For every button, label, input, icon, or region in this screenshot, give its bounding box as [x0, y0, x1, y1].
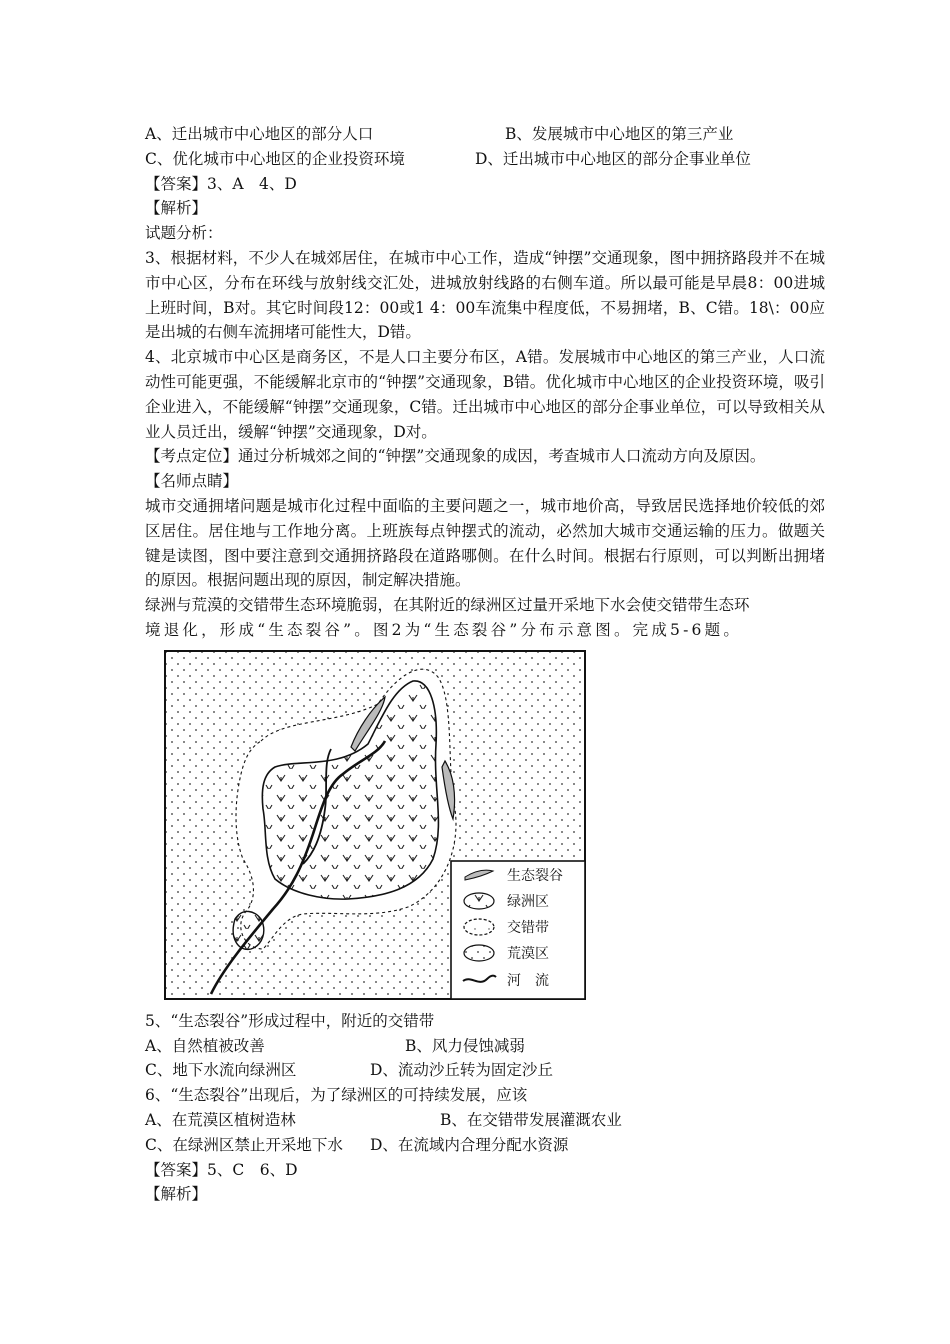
q4-option-d: D、迁出城市中心地区的部分企事业单位 — [475, 149, 751, 168]
q4-options-row-1 — [145, 122, 825, 147]
q5-option-b: B、风力侵蚀减弱 — [405, 1036, 525, 1055]
analysis-subtitle: 试题分析： — [145, 224, 223, 243]
mingshi-text: 城市交通拥堵问题是城市化过程中面临的主要问题之一，城市地价高，导致居民选择地价较低的郊区居住。居住地与工作地分离。上班族每点钟摆式的流动，必然加大城市交通运输的压力。做题关键是读图，图中要注意到交通拥挤路段在道路哪侧。在什么时间。根据右行原则，可以判断出拥堵的原因。根据问题出现的原因，制定解决措施。 — [145, 496, 825, 590]
q5-stem: 5、“生态裂谷”形成过程中，附近的交错带 — [145, 1011, 435, 1030]
analysis-q3: 3、根据材料，不少人在城郊居住，在城市中心工作，造成“钟摆”交通现象，图中拥挤路段并不在城市中心区，分布在环线与放射线交汇处，进城放射线路的右侧车道。所以最可能是早晨8：00进城上班时间，B对。其它时间段12：00或1 4：00车流集中程度低，不易拥堵，B、C错。18\：00应是出城的右侧车流拥堵可能性大，D错。 — [145, 248, 825, 342]
kaodian-dingwei: 【考点定位】通过分析城郊之间的“钟摆”交通现象的成因，考查城市人口流动方向及原因。 — [145, 447, 766, 466]
legend-river-label: 河 流 — [507, 972, 549, 989]
legend-rift-label: 生态裂谷 — [507, 867, 563, 884]
analysis-label-2: 【解析】 — [145, 1185, 208, 1204]
legend-oasis-label: 绿洲区 — [507, 893, 549, 910]
legend-ecotone-label: 交错带 — [507, 919, 549, 936]
q6-options-row-2 — [145, 1133, 825, 1158]
q6-option-a: A、在荒漠区植树造林 — [145, 1110, 296, 1129]
analysis-label-1: 【解析】 — [145, 199, 208, 218]
ecological-rift-map — [163, 649, 587, 1001]
q5-option-c: C、地下水流向绿洲区 — [145, 1061, 297, 1080]
q4-option-c: C、优化城市中心地区的企业投资环境 — [145, 149, 405, 168]
intro-line-2: 境退化，形成“生态裂谷”。图2为“生态裂谷”分布示意图。完成5-6题。 — [145, 620, 743, 639]
q4-option-a: A、迁出城市中心地区的部分人口 — [145, 125, 374, 143]
legend-oasis-icon — [464, 893, 494, 909]
q6-option-b: B、在交错带发展灌溉农业 — [440, 1110, 622, 1129]
analysis-q4: 4、北京城市中心区是商务区，不是人口主要分布区，A错。发展城市中心地区的第三产业，人口流动性可能更强，不能缓解北京市的“钟摆”交通现象，B错。优化城市中心地区的企业投资环境，吸引企业进入，不能缓解“钟摆”交通现象，C错。迁出城市中心地区的部分企事业单位，可以导致相关从业人员迁出，缓解“钟摆”交通现象，D对。 — [145, 348, 825, 441]
legend-desert-label: 荒漠区 — [507, 945, 549, 962]
q4-options-row-2 — [145, 147, 825, 172]
q6-option-d: D、在流域内合理分配水资源 — [370, 1135, 569, 1154]
answer-5-6: 【答案】5、C 6、D — [145, 1160, 298, 1179]
mingshi-label: 【名师点睛】 — [145, 472, 239, 491]
q5-options-row-1 — [145, 1034, 825, 1059]
oasis-small — [233, 911, 264, 949]
q6-stem: 6、“生态裂谷”出现后，为了绿洲区的可持续发展，应该 — [145, 1086, 528, 1105]
document-page — [145, 122, 825, 1207]
legend-ecotone-icon — [464, 919, 494, 935]
intro-line-1: 绿洲与荒漠的交错带生态环境脆弱，在其附近的绿洲区过量开采地下水会使交错带生态环 — [145, 596, 750, 615]
q5-option-a: A、自然植被改善 — [145, 1036, 265, 1055]
q6-option-c: C、在绿洲区禁止开采地下水 — [145, 1135, 343, 1154]
q5-options-row-2 — [145, 1058, 825, 1083]
legend-desert-icon — [464, 945, 494, 961]
q5-option-d: D、流动沙丘转为固定沙丘 — [370, 1061, 553, 1080]
q4-option-b: B、发展城市中心地区的第三产业 — [505, 125, 734, 143]
answer-3-4: 【答案】3、A 4、D — [145, 174, 297, 193]
q6-options-row-1 — [145, 1108, 825, 1133]
